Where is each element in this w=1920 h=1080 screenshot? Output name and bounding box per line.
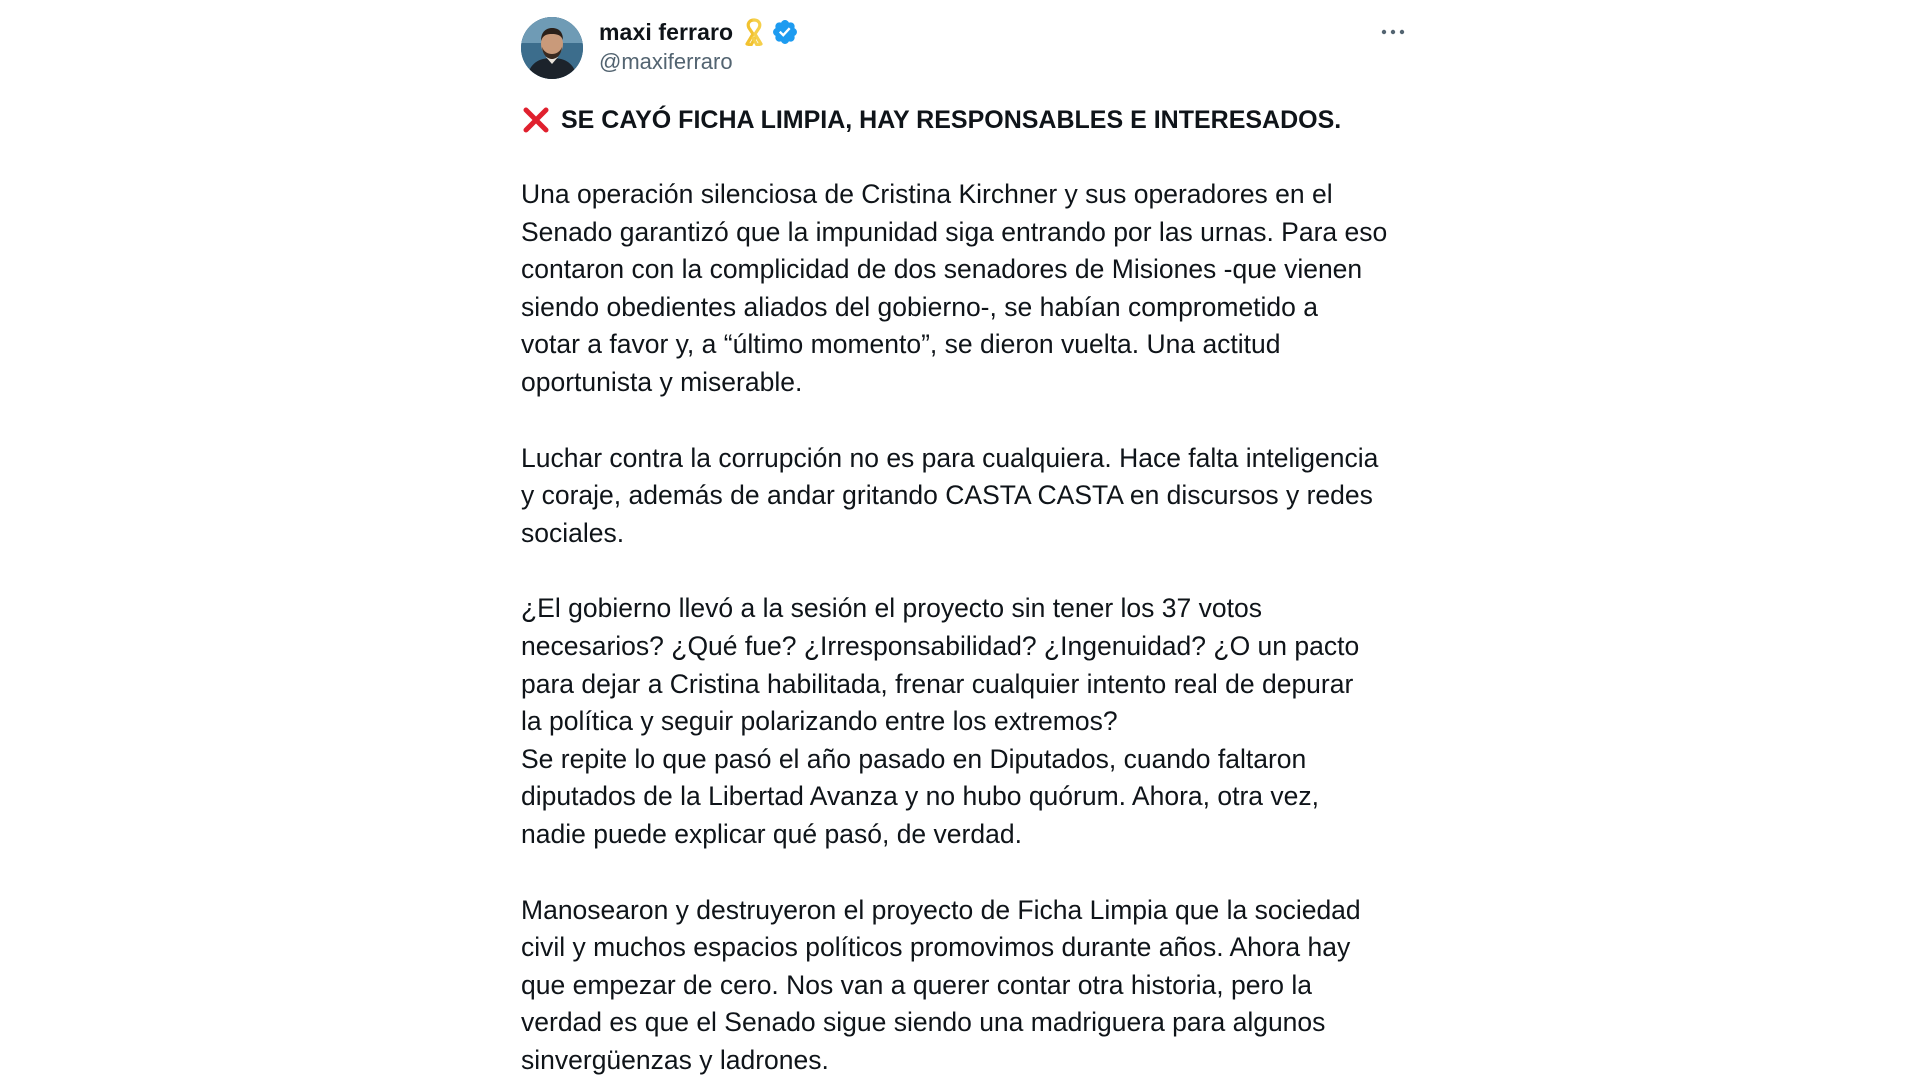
tweet-paragraph: Manosearon y destruyeron el proyecto de Ficha Limpia que la sociedad civil y muchos espacios políticos promovimos durante años. Ahora hay que empezar de cero. Nos van a querer contar otra historia, pero la verdad es que el Senado sigue siendo una madriguera para algunos sinvergüenzas y ladrones. (521, 894, 1361, 1075)
yellow-ribbon-icon (743, 18, 765, 46)
tweet-headline (521, 102, 1411, 138)
tweet-paragraph: Luchar contra la corrupción no es para cualquiera. Hace falta inteligencia y coraje, además de andar gritando CASTA CASTA en discursos y redes sociales. (521, 442, 1379, 548)
author-info (599, 16, 799, 75)
tweet-paragraph: Una operación silenciosa de Cristina Kirchner y sus operadores en el Senado garantizó que la impunidad siga entrando por las urnas. Para eso contaron con la complicidad de dos senadores de Misiones -que vienen siendo obedientes aliados del gobierno-, se habían comprometido a votar a favor y, a “último momento”, se dieron vuelta. Una actitud oportunista y miserable. (521, 179, 1388, 397)
more-options-icon[interactable] (1375, 20, 1411, 44)
red-cross-icon (521, 105, 551, 135)
tweet-header (521, 0, 1411, 100)
author-handle[interactable]: @maxiferraro (599, 49, 733, 74)
profile-photo-icon (521, 17, 583, 79)
headline-text: SE CAYÓ FICHA LIMPIA, HAY RESPONSABLES E INTERESADOS. (561, 106, 1342, 134)
tweet-card (521, 0, 1411, 1079)
name-row (599, 16, 799, 48)
author-display-name[interactable]: maxi ferraro (599, 18, 734, 45)
avatar[interactable] (521, 17, 583, 79)
verified-badge-icon[interactable] (771, 18, 799, 46)
tweet-paragraph: ¿El gobierno llevó a la sesión el proyecto sin tener los 37 votos necesarios? ¿Qué fue? ¿Irresponsabilidad? ¿Ingenuidad? ¿O un pacto para dejar a Cristina habilitada, frenar cualquier intento real de depurar la política y seguir polarizando entre los extremos? Se repite lo que pasó el año pasado en Diputados, cuando faltaron diputados de la Libertad Avanza y no hubo quórum. Ahora, otra vez, nadie puede explicar qué pasó, de verdad. (521, 593, 1360, 849)
